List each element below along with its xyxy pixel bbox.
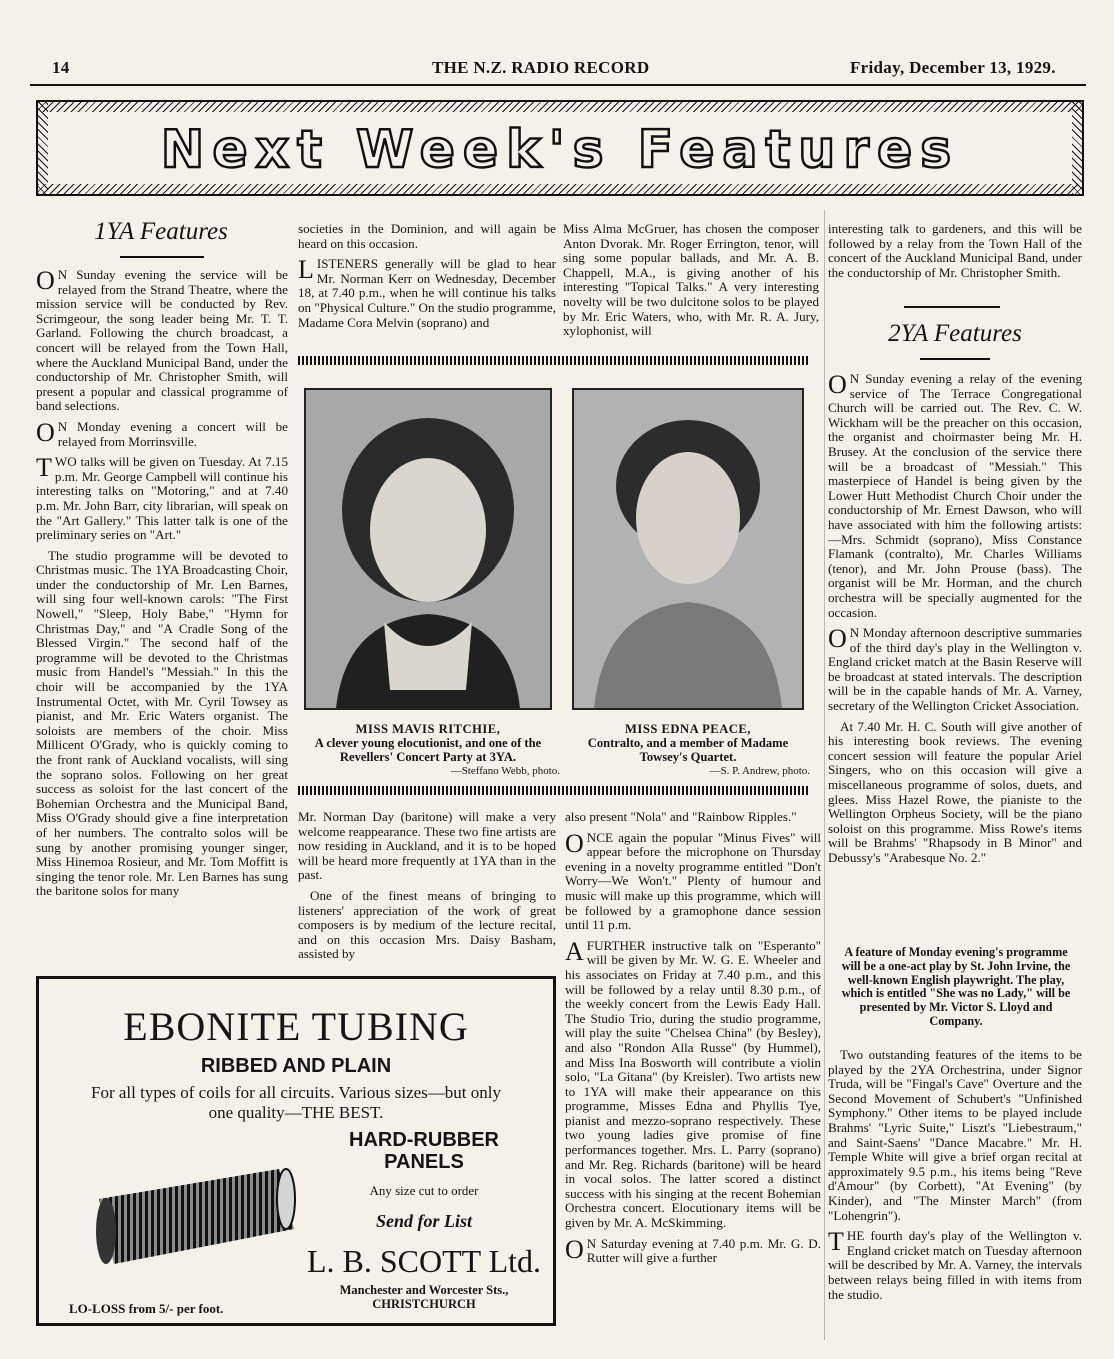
paragraph: LISTENERS generally will be glad to hear Mr. Norman Kerr on Wednesday, December 18, at 7.40 p.m., when he will continue his talks on "Physical Culture." On the studio programme, Madame Cora Melvin (soprano) and — [298, 255, 556, 330]
caption-credit: —S. P. Andrew, photo. — [709, 765, 810, 777]
issue-date: Friday, December 13, 1929. — [850, 58, 1056, 77]
publication-title: THE N.Z. RADIO RECORD — [432, 58, 650, 77]
ad-company: L. B. SCOTT Ltd. — [306, 1243, 542, 1279]
caption-right — [566, 722, 810, 778]
paragraph: ON Monday afternoon descriptive summaries of the third day's play in the Wellington v. England cricket match at the Basin Reserve will be broadcast at stated intervals. The description will be in the capable hands of Mr. A. Varney, secretary of the Wellington Cricket Association. — [828, 624, 1082, 714]
ad-loloss: LO-LOSS from 5/- per foot. — [69, 1301, 224, 1316]
ad-send-for-list: Send for List — [375, 1211, 472, 1231]
banner-border-top — [38, 102, 1082, 112]
caption-description: Contralto, and a member of Madame Towsey's Quartet. — [587, 736, 789, 764]
column-1 — [36, 268, 288, 905]
paragraph: ON Sunday evening the service will be relayed from the Strand Theatre, where the mission service will be conducted by Rev. Scrimgeour, the song leader being Mr. T. T. Garland. Following the church broadcast, a concert will be relayed from the Town Hall, where the Auckland Municipal Band, under the conductorship of Mr. Christopher Smith, will present a popular and classical programme of band selections. — [36, 266, 288, 414]
column-2-top — [298, 222, 556, 336]
caption-name: MISS MAVIS RITCHIE, — [355, 722, 501, 736]
section-title-2ya: 2YA Features — [888, 320, 1022, 347]
caption-name: MISS EDNA PEACE, — [625, 722, 751, 736]
caption-left — [296, 722, 560, 778]
ad-address: Manchester and Worcester Sts., CHRISTCHURCH — [339, 1283, 509, 1311]
column-3-bottom — [565, 810, 821, 1272]
section-rule-2ya — [920, 358, 990, 360]
paragraph: ONCE again the popular "Minus Fives" will appear before the microphone on Thursday evening in a novelty programme entitled "Don't Worry—We Won't." Plenty of humour and music will make up this programme, which will be followed by a gramophone dance session until 11 p.m. — [565, 828, 821, 933]
column-4-bottom — [828, 1048, 1082, 1308]
section-rule-2ya-top — [904, 306, 1000, 308]
paragraph: also present "Nola" and "Rainbow Ripples." — [565, 809, 797, 824]
photo-edna-peace — [572, 388, 804, 710]
header-rule — [30, 84, 1086, 86]
section-rule-1ya — [120, 256, 204, 258]
paragraph: Two outstanding features of the items to be played by the 2YA Orchestrina, under Signor Truda, will be "Fingal's Cave" Overture and the Second Movement of Schubert's "Unfinished Symphony." Other items to be played include Brahms' "Lyric Suite," Liszt's "Liebestraum," and Saint-Saens' "Dance Macabre." Mr. H. Temple White will give a brief organ recital at approximately 9.5 p.m., his items being "Reve d'Amour" (by Corbett), "At Evening" (by Kinder), and "The Minster March" (from "Lohengrin"). — [828, 1047, 1082, 1223]
paragraph: Miss Alma McGruer, has chosen the composer Anton Dvorak. Mr. Roger Errington, tenor, will sing some popular ballads, and Mr. A. B. Chappell, M.A., is giving another of his interesting "Topical Talks." A very interesting novelty will be two dulcitone solos to be played by Mr. Eric Waters, who, with Mr. R. A. Jury, xylophonist, will — [563, 221, 819, 339]
photo-block-rule-bottom — [298, 786, 808, 795]
paragraph: One of the finest means of bringing to listeners' appreciation of the work of great composers is by medium of the lecture recital, and on this occasion Mrs. Daisy Basham, assisted by — [298, 887, 556, 962]
caption-description: A clever young elocutionist, and one of the Revellers' Concert Party at 3YA. — [314, 736, 542, 764]
paragraph: ON Sunday evening a relay of the evening service of The Terrace Congregational Church will be carried out. The Rev. C. W. Wickham will be the preacher on this occasion, the organist and choirmaster being Mr. H. Brusey. At the conclusion of the service there will be a broadcast of "Messiah." This masterpiece of Handel is being given by the Lower Hutt Methodist Church Choir under the conductorship of Mr. Ernest Dawson, who will have associated with him the following artists:—Mrs. Schmidt (soprano), Miss Constance Flamank (contralto), Mr. Charles Williams (tenor), and Mr. John Prouse (bass). The organist will be Mr. Horman, and the church orchestra will be specially augmented for the occasion. — [828, 370, 1082, 620]
paragraph: The studio programme will be devoted to Christmas music. The 1YA Broadcasting Choir, under the conductorship of Mr. Len Barnes, will sing four well-known carols: "The First Nowell," "Sleep, Holy Babe," "Hymn for Christmas Day," and "A Cradle Song of the Blessed Virgin." The second half of the programme will be devoted to the Christmas music from Handel's "Messiah." In this the choir will be accompanied by the 1YA Instrumental Octet, with Mr. Cyril Towsey as pianist, and Mr. Eric Waters organist. The soloists are members of the choir. Miss Millicent O'Grady, who is quickly coming to the front rank of Auckland vocalists, will sing the soprano solos. Following on her great success as soloist for the last concert of the Bohemian Orchestra and the Municipal Band, Miss O'Grady should give a fine interpretation of her numbers. The contralto solos will be sung by another promising younger singer, Miss Hinemoa Rosieur, and Mr. Tom Moffitt is singing the tenor role. Mr. Len Barnes has sung the baritone solos for many — [36, 547, 288, 899]
column-4-top — [828, 222, 1082, 286]
ad-cut: Any size cut to order — [369, 1183, 479, 1198]
paragraph: ON Monday evening a concert will be relayed from Morrinsville. — [36, 417, 288, 449]
section-title-1ya: 1YA Features — [94, 218, 228, 245]
ebonite-tube-icon — [79, 1159, 309, 1279]
paragraph: societies in the Dominion, and will again be heard on this occasion. — [298, 221, 556, 251]
column-divider — [824, 210, 825, 1340]
bold-note: A feature of Monday evening's programme will be a one-act play by St. John Irvine, the well-known English playwright. The play, which is entitled "She was no Lady," will be presented by Mr. Victor S. Lloyd and Company. — [841, 945, 1071, 1028]
banner-border-bottom — [38, 184, 1082, 194]
features-banner — [36, 100, 1084, 196]
paragraph: At 7.40 Mr. H. C. South will give another of his interesting book reviews. The evening concert session will feature the popular Ariel Singers, who on this occasion will give a miscellaneous programme of solos, duets, and glees. Miss Hazel Rowe, the pianiste to the Wellington Orpheus Society, will be the piano soloist on this programme. Miss Rowe's items will be Brahms' "Rhapsody in B Minor" and Debussy's "Arabesque No. 2." — [828, 718, 1082, 865]
paragraph: ON Saturday evening at 7.40 p.m. Mr. G. D. Rutter will give a further — [565, 1234, 821, 1266]
ad-tagline: For all types of coils for all circuits. Various sizes—but only one quality—THE BEST. — [91, 1083, 501, 1122]
caption-credit: —Steffano Webb, photo. — [450, 765, 560, 777]
paragraph: THE fourth day's play of the Wellington v. England cricket match on Tuesday afternoon will be described by Mr. A. Varney, the intervals between relays being filled in with items from the studio. — [828, 1227, 1082, 1302]
paragraph: interesting talk to gardeners, and this will be followed by a relay from the Town Hall of the concert of the Auckland Municipal Band, under the conductorship of Mr. Christopher Smith. — [828, 221, 1082, 280]
column-2-bottom — [298, 810, 556, 968]
portrait-woman-icon — [574, 390, 802, 708]
paragraph: TWO talks will be given on Tuesday. At 7.15 p.m. Mr. George Campbell will continue his interesting talks on "Motoring," and at 7.40 p.m. Mr. John Barr, city librarian, will speak on the "Art Gallery." This latter talk is one of the preliminary series on "Art." — [36, 453, 288, 543]
column-4 — [828, 372, 1082, 872]
photo-mavis-ritchie — [304, 388, 552, 710]
portrait-woman-icon — [306, 390, 550, 708]
paragraph: AFURTHER instructive talk on "Esperanto" will be given by Mr. W. G. E. Wheeler and his associates on Friday at 7.40 p.m., and this will be followed by a relay until 8.30 p.m., of the weekly concert from the Lewis Eady Hall. The Studio Trio, during the studio programme, will play the suite "Chelsea China" (by Besley), and also "Rondon Alla Russe" (by Hummel), and Miss Ina Bosworth will contribute a violin solo, "La Gitana" (by Kreisler). Two artists new to 1YA will make their appearance on this programme, Misses Edna and Phyllis Tye, pianist and mezzo-soprano respectively. These two young ladies give promise of fine performances together. Mrs. L. Parry (soprano) and Mr. Reg. Richards (baritone) will be heard in vocal solos. The latter scored a distinct success with his singing at the recent Bohemian Orchestra concert. Elocutionary items will be given by Mr. A. McSkimming. — [565, 936, 821, 1231]
ad-title: EBONITE TUBING — [123, 1004, 469, 1049]
banner-title: Next Week's Features — [160, 120, 960, 180]
photo-block-rule-top — [298, 356, 808, 365]
ad-panels: HARD-RUBBER PANELS — [349, 1129, 499, 1173]
paragraph: Mr. Norman Day (baritone) will make a very welcome reappearance. These two fine artists are now residing in Auckland, and it is to be hoped will be heard more frequently at 1YA than in the past. — [298, 809, 556, 883]
column-3-top — [563, 222, 819, 345]
ebonite-advertisement — [36, 976, 556, 1326]
ad-subtitle: RIBBED AND PLAIN — [200, 1055, 392, 1077]
page-number: 14 — [52, 58, 70, 77]
